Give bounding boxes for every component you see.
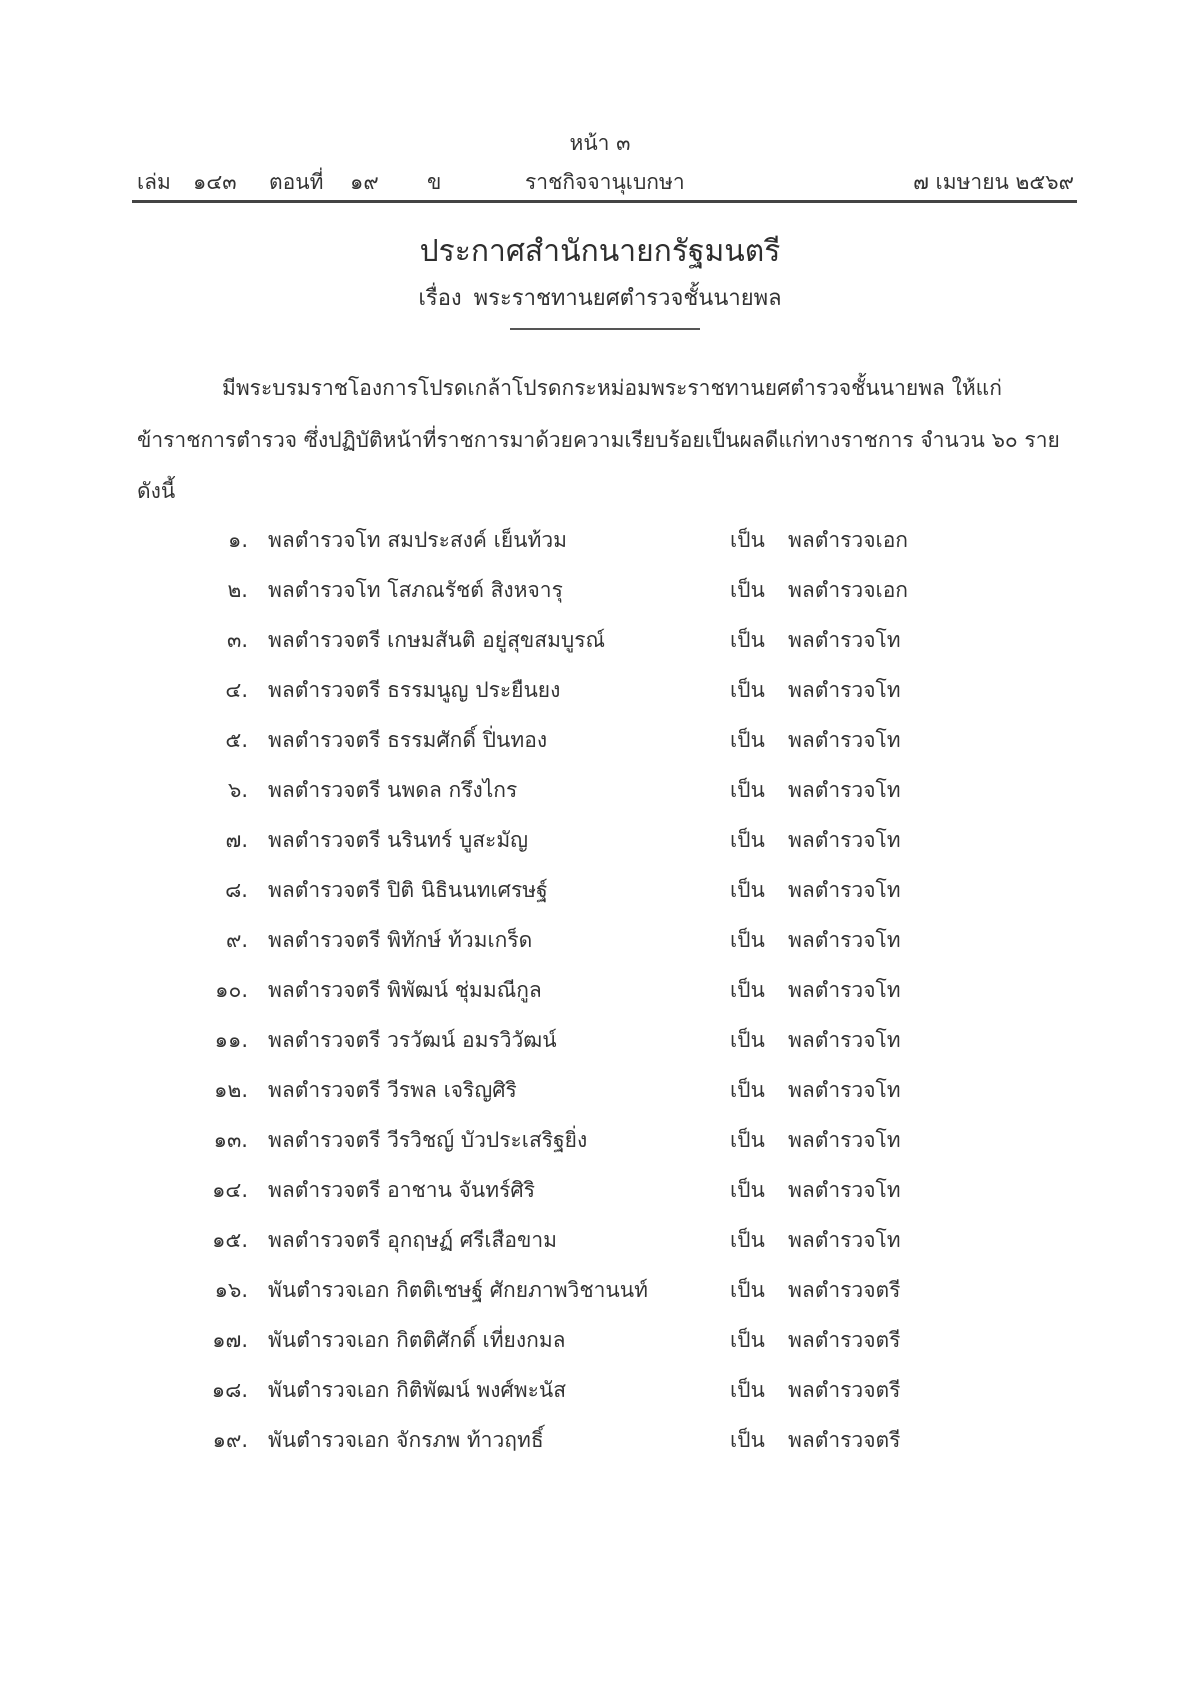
publication-date: ๗ เมษายน ๒๕๖๙ [913, 170, 1074, 194]
as-label: เป็น [730, 928, 765, 952]
new-rank: พลตำรวจโท [788, 978, 901, 1002]
current-rank-name: พันตำรวจเอก กิตติศักดิ์ เที่ยงกมล [268, 1328, 566, 1352]
item-number: ๗. [225, 828, 248, 852]
new-rank: พลตำรวจตรี [788, 1378, 901, 1402]
item-number: ๑๔. [212, 1178, 248, 1202]
current-rank-name: พลตำรวจตรี เกษมสันติ อยู่สุขสมบูรณ์ [268, 628, 606, 652]
list-item [0, 724, 1200, 764]
new-rank: พลตำรวจโท [788, 878, 901, 902]
subject-label: เรื่อง [418, 286, 462, 311]
list-item [0, 574, 1200, 614]
item-number: ๑๕. [212, 1228, 248, 1252]
new-rank: พลตำรวจโท [788, 1078, 901, 1102]
item-number: ๑๑. [214, 1028, 248, 1052]
list-item [0, 1324, 1200, 1364]
subject-text: พระราชทานยศตำรวจชั้นนายพล [473, 286, 782, 311]
as-label: เป็น [730, 978, 765, 1002]
as-label: เป็น [730, 578, 765, 602]
list-item [0, 874, 1200, 914]
volume-label: เล่ม [137, 170, 171, 194]
list-item [0, 974, 1200, 1014]
item-number: ๑๗. [212, 1328, 248, 1352]
list-item [0, 1274, 1200, 1314]
item-number: ๖. [227, 778, 248, 802]
as-label: เป็น [730, 678, 765, 702]
item-number: ๕. [225, 728, 248, 752]
list-item [0, 674, 1200, 714]
list-item [0, 624, 1200, 664]
current-rank-name: พลตำรวจตรี พิพัฒน์ ชุ่มมณีกูล [268, 978, 542, 1002]
item-number: ๑๓. [213, 1128, 248, 1152]
current-rank-name: พลตำรวจตรี วีรวิชญ์ บัวประเสริฐยิ่ง [268, 1128, 588, 1152]
new-rank: พลตำรวจตรี [788, 1328, 901, 1352]
page-number [0, 127, 1200, 160]
document-title: ประกาศสำนักนายกรัฐมนตรี [419, 234, 781, 269]
current-rank-name: พันตำรวจเอก กิตติเชษฐ์ ศักยภาพวิชานนท์ [268, 1278, 648, 1302]
new-rank: พลตำรวจโท [788, 728, 901, 752]
current-rank-name: พลตำรวจตรี ธรรมนูญ ประยืนยง [268, 678, 561, 702]
current-rank-name: พลตำรวจตรี พิทักษ์ ท้วมเกร็ด [268, 928, 533, 952]
current-rank-name: พลตำรวจโท สมประสงค์ เย็นท้วม [268, 528, 567, 552]
new-rank: พลตำรวจโท [788, 1228, 901, 1252]
current-rank-name: พลตำรวจตรี ธรรมศักดิ์ ปิ่นทอง [268, 728, 548, 752]
item-number: ๔. [225, 678, 248, 702]
new-rank: พลตำรวจโท [788, 678, 901, 702]
volume-number: ๑๔๓ [193, 170, 237, 194]
list-item [0, 824, 1200, 864]
list-item [0, 524, 1200, 564]
new-rank: พลตำรวจตรี [788, 1278, 901, 1302]
paragraph-line-3: ดังนี้ [137, 479, 176, 503]
paragraph-line-1: มีพระบรมราชโองการโปรดเกล้าโปรดกระหม่อมพระราชทานยศตำรวจชั้นนายพล ให้แก่ [222, 376, 1002, 400]
as-label: เป็น [730, 1278, 765, 1302]
current-rank-name: พลตำรวจตรี อาชาน จันทร์ศิริ [268, 1178, 535, 1202]
current-rank-name: พันตำรวจเอก กิติพัฒน์ พงศ์พะนัส [268, 1378, 567, 1402]
as-label: เป็น [730, 728, 765, 752]
item-number: ๑. [227, 528, 248, 552]
page-number-label: หน้า ๓ [569, 131, 631, 155]
new-rank: พลตำรวจเอก [788, 528, 909, 552]
document-subject [0, 280, 1200, 315]
item-number: ๑๘. [211, 1378, 248, 1402]
title-divider [510, 328, 700, 330]
as-label: เป็น [730, 1228, 765, 1252]
as-label: เป็น [730, 628, 765, 652]
list-item [0, 924, 1200, 964]
gazette-header [137, 166, 1074, 196]
item-number: ๒. [227, 578, 248, 602]
current-rank-name: พลตำรวจตรี นรินทร์ บูสะมัญ [268, 828, 529, 852]
new-rank: พลตำรวจโท [788, 778, 901, 802]
new-rank: พลตำรวจโท [788, 1178, 901, 1202]
as-label: เป็น [730, 1128, 765, 1152]
section-letter: ข [427, 170, 442, 194]
current-rank-name: พลตำรวจตรี อุกฤษฏ์ ศรีเสือขาม [268, 1228, 557, 1252]
as-label: เป็น [730, 878, 765, 902]
gazette-name: ราชกิจจานุเบกษา [525, 170, 685, 194]
as-label: เป็น [730, 1378, 765, 1402]
as-label: เป็น [730, 1328, 765, 1352]
item-number: ๘. [225, 878, 248, 902]
paragraph-line-2: ข้าราชการตำรวจ ซึ่งปฏิบัติหน้าที่ราชการมาด้วยความเรียบร้อยเป็นผลดีแก่ทางราชการ จำนวน ๖๐ ราย [137, 428, 1060, 452]
as-label: เป็น [730, 1428, 765, 1452]
issue-number: ๑๙ [350, 170, 379, 194]
item-number: ๑๒. [214, 1078, 248, 1102]
as-label: เป็น [730, 778, 765, 802]
header-divider [132, 200, 1077, 203]
list-item [0, 1224, 1200, 1264]
list-item [0, 774, 1200, 814]
current-rank-name: พลตำรวจตรี วีรพล เจริญศิริ [268, 1078, 517, 1102]
list-item [0, 1174, 1200, 1214]
as-label: เป็น [730, 1028, 765, 1052]
new-rank: พลตำรวจโท [788, 928, 901, 952]
new-rank: พลตำรวจโท [788, 628, 901, 652]
as-label: เป็น [730, 1078, 765, 1102]
list-item [0, 1124, 1200, 1164]
new-rank: พลตำรวจโท [788, 1128, 901, 1152]
list-item [0, 1374, 1200, 1414]
new-rank: พลตำรวจเอก [788, 578, 909, 602]
current-rank-name: พันตำรวจเอก จักรภพ ท้าวฤทธิ์ [268, 1428, 544, 1452]
as-label: เป็น [730, 528, 765, 552]
current-rank-name: พลตำรวจโท โสภณรัชต์ สิงหจารุ [268, 578, 563, 602]
list-item [0, 1424, 1200, 1464]
issue-label: ตอนที่ [269, 170, 324, 194]
list-item [0, 1024, 1200, 1064]
item-number: ๓. [226, 628, 248, 652]
item-number: ๑๐. [215, 978, 248, 1002]
new-rank: พลตำรวจตรี [788, 1428, 901, 1452]
item-number: ๑๙. [212, 1428, 248, 1452]
current-rank-name: พลตำรวจตรี ปิติ นิธินนทเศรษฐ์ [268, 878, 548, 902]
current-rank-name: พลตำรวจตรี นพดล กรึงไกร [268, 778, 518, 802]
current-rank-name: พลตำรวจตรี วรวัฒน์ อมรวิวัฒน์ [268, 1028, 557, 1052]
new-rank: พลตำรวจโท [788, 828, 901, 852]
item-number: ๙. [225, 928, 248, 952]
list-item [0, 1074, 1200, 1114]
new-rank: พลตำรวจโท [788, 1028, 901, 1052]
item-number: ๑๖. [214, 1278, 248, 1302]
as-label: เป็น [730, 1178, 765, 1202]
as-label: เป็น [730, 828, 765, 852]
